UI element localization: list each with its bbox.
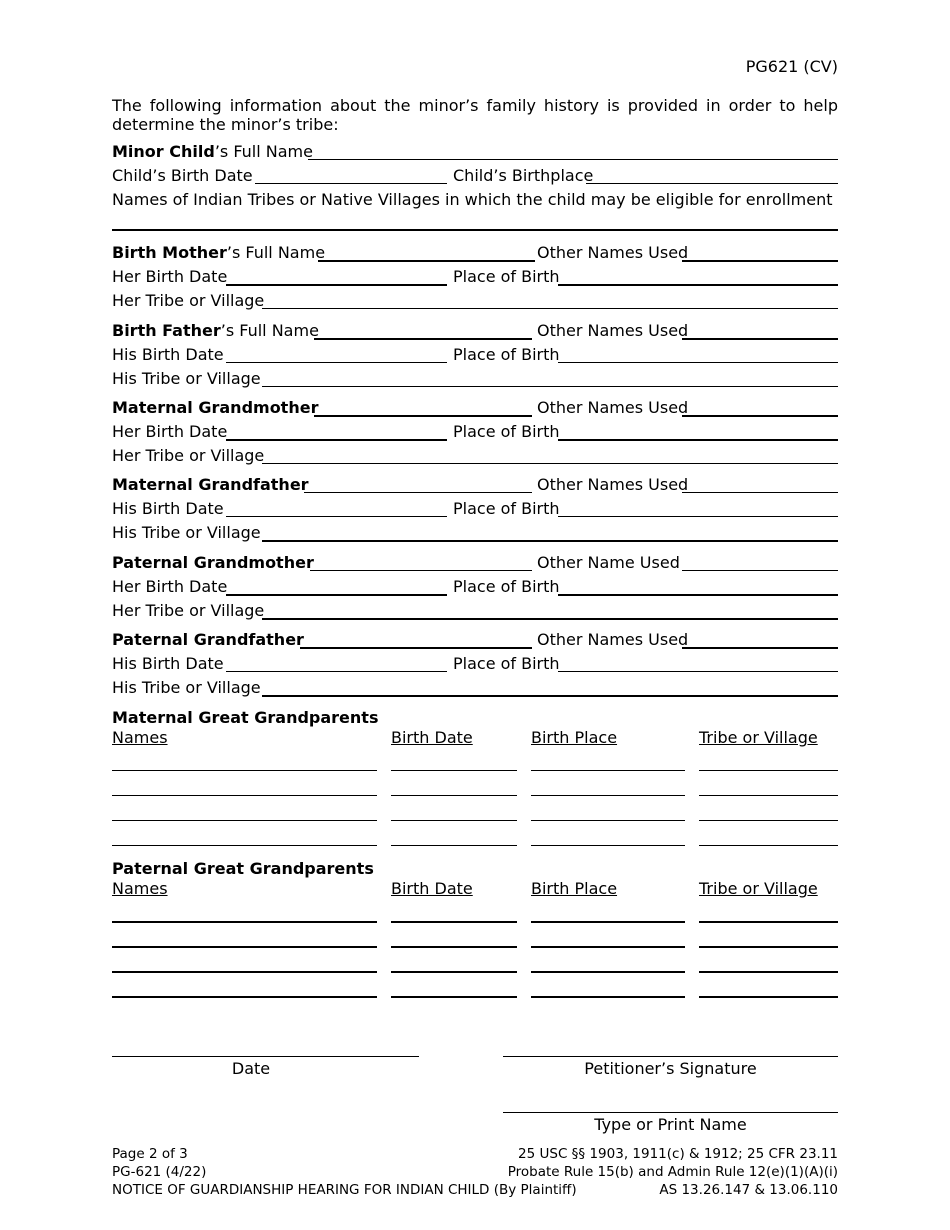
maternal-great-grandparents-row-3-names-field[interactable]	[112, 820, 377, 821]
relative-3-tribe-field[interactable]	[262, 540, 838, 542]
relative-3-other-names-label: Other Names Used	[537, 475, 689, 494]
relative-1-place-of-birth-label: Place of Birth	[453, 345, 560, 364]
paternal-great-grandparents-row-4-names-field[interactable]	[112, 996, 377, 998]
relative-0-place-of-birth-label: Place of Birth	[453, 267, 560, 286]
relative-5-birth-date-label: His Birth Date	[112, 654, 224, 673]
paternal-great-grandparents-row-1-tribe-field[interactable]	[699, 921, 838, 923]
relative-1-name-rest: ’s Full Name	[220, 321, 319, 340]
relative-5-tribe-label: His Tribe or Village	[112, 678, 261, 697]
relative-1-name-label	[112, 321, 319, 341]
footer-citation-2: Probate Rule 15(b) and Admin Rule 12(e)(1)(A)(i)	[507, 1164, 838, 1180]
relative-3-place-of-birth-field[interactable]	[558, 516, 838, 517]
paternal-great-grandparents-row-3-birth-place-field[interactable]	[531, 971, 685, 973]
footer-form-number: PG-621 (4/22)	[112, 1164, 207, 1180]
relative-2-other-names-label: Other Names Used	[537, 398, 689, 417]
maternal-great-grandparents-col-names: Names	[112, 728, 168, 747]
maternal-great-grandparents-row-4-tribe-field[interactable]	[699, 845, 838, 846]
maternal-great-grandparents-row-1-tribe-field[interactable]	[699, 770, 838, 771]
maternal-great-grandparents-row-3-birth-date-field[interactable]	[391, 820, 517, 821]
relative-5-other-names-label: Other Names Used	[537, 630, 689, 649]
relative-2-name-bold: Maternal Grandmother	[112, 398, 319, 417]
footer-form-title: NOTICE OF GUARDIANSHIP HEARING FOR INDIAN CHILD (By Plaintiff)	[112, 1182, 577, 1198]
minor-name-label: Minor Child’s Full Name	[112, 142, 313, 161]
relative-3-place-of-birth-label: Place of Birth	[453, 499, 560, 518]
petitioner-signature-label: Petitioner’s Signature	[584, 1059, 757, 1078]
relative-5-other-names-field[interactable]	[682, 647, 838, 649]
minor-birth-date-field[interactable]	[255, 183, 447, 184]
minor-birthplace-field[interactable]	[586, 183, 838, 184]
maternal-great-grandparents-row-1-birth-place-field[interactable]	[531, 770, 685, 771]
paternal-great-grandparents-row-1-names-field[interactable]	[112, 921, 377, 923]
relative-1-birth-date-field[interactable]	[226, 362, 447, 363]
footer-citation-1: 25 USC §§ 1903, 1911(c) & 1912; 25 CFR 23.11	[518, 1146, 838, 1162]
relative-3-name-label	[112, 475, 309, 495]
relative-4-name-field[interactable]	[310, 570, 532, 571]
relative-1-birth-date-label: His Birth Date	[112, 345, 224, 364]
date-field[interactable]	[112, 1056, 419, 1057]
maternal-great-grandparents-row-2-birth-date-field[interactable]	[391, 795, 517, 796]
relative-4-place-of-birth-label: Place of Birth	[453, 577, 560, 596]
paternal-great-grandparents-row-3-birth-date-field[interactable]	[391, 971, 517, 973]
relative-0-name-rest: ’s Full Name	[226, 243, 326, 262]
relative-5-place-of-birth-field[interactable]	[558, 671, 838, 672]
relative-2-name-field[interactable]	[314, 415, 532, 417]
relative-5-name-label	[112, 630, 304, 650]
relative-0-birth-date-label: Her Birth Date	[112, 267, 228, 286]
relative-0-tribe-field[interactable]	[262, 308, 838, 309]
paternal-great-grandparents-row-1-birth-place-field[interactable]	[531, 921, 685, 923]
minor-birthplace-label: Child’s Birthplace	[453, 166, 594, 185]
relative-5-tribe-field[interactable]	[262, 695, 838, 697]
maternal-great-grandparents-title: Maternal Great Grandparents	[112, 708, 379, 727]
paternal-great-grandparents-title: Paternal Great Grandparents	[112, 859, 374, 878]
maternal-great-grandparents-row-2-birth-place-field[interactable]	[531, 795, 685, 796]
paternal-great-grandparents-row-1-birth-date-field[interactable]	[391, 921, 517, 923]
relative-1-other-names-label: Other Names Used	[537, 321, 689, 340]
intro-text: The following information about the minor’s family history is provided in order to help determine the minor’s tribe:	[112, 96, 838, 134]
relative-3-other-names-field[interactable]	[682, 492, 838, 493]
relative-0-place-of-birth-field[interactable]	[558, 284, 838, 286]
relative-4-other-names-label: Other Name Used	[537, 553, 680, 572]
relative-1-other-names-field[interactable]	[682, 338, 838, 340]
maternal-great-grandparents-row-1-names-field[interactable]	[112, 770, 377, 771]
relative-1-name-field[interactable]	[314, 338, 532, 340]
relative-0-name-label	[112, 243, 325, 263]
relative-5-name-bold: Paternal Grandfather	[112, 630, 304, 649]
maternal-great-grandparents-row-2-tribe-field[interactable]	[699, 795, 838, 796]
paternal-great-grandparents-row-4-birth-place-field[interactable]	[531, 996, 685, 998]
relative-3-birth-date-field[interactable]	[226, 516, 447, 517]
print-name-label: Type or Print Name	[594, 1115, 747, 1134]
relative-5-birth-date-field[interactable]	[226, 671, 447, 672]
paternal-great-grandparents-col-birth-date: Birth Date	[391, 879, 473, 898]
relative-0-tribe-label: Her Tribe or Village	[112, 291, 265, 310]
relative-4-other-names-field[interactable]	[682, 570, 838, 571]
relative-3-name-bold: Maternal Grandfather	[112, 475, 309, 494]
minor-name-field[interactable]	[308, 159, 838, 160]
paternal-great-grandparents-col-tribe: Tribe or Village	[699, 879, 818, 898]
footer-citation-3: AS 13.26.147 & 13.06.110	[659, 1182, 838, 1198]
relative-3-tribe-label: His Tribe or Village	[112, 523, 261, 542]
maternal-great-grandparents-row-4-names-field[interactable]	[112, 845, 377, 846]
maternal-great-grandparents-row-2-names-field[interactable]	[112, 795, 377, 796]
petitioner-signature-field[interactable]	[503, 1056, 838, 1057]
relative-4-place-of-birth-field[interactable]	[558, 594, 838, 596]
maternal-great-grandparents-row-1-birth-date-field[interactable]	[391, 770, 517, 771]
relative-0-name-bold: Birth Mother	[112, 243, 227, 262]
form-code: PG621 (CV)	[745, 57, 838, 76]
relative-1-tribe-field[interactable]	[262, 386, 838, 387]
maternal-great-grandparents-row-4-birth-date-field[interactable]	[391, 845, 517, 846]
relative-2-place-of-birth-field[interactable]	[558, 439, 838, 441]
relative-2-tribe-field[interactable]	[262, 463, 838, 464]
relative-4-name-label	[112, 553, 314, 573]
paternal-great-grandparents-col-birth-place: Birth Place	[531, 879, 618, 898]
paternal-great-grandparents-row-2-tribe-field[interactable]	[699, 946, 838, 948]
maternal-great-grandparents-col-birth-date: Birth Date	[391, 728, 473, 747]
relative-0-name-field[interactable]	[318, 260, 535, 262]
maternal-great-grandparents-col-tribe: Tribe or Village	[699, 728, 818, 747]
relative-2-tribe-label: Her Tribe or Village	[112, 446, 265, 465]
paternal-great-grandparents-row-4-birth-date-field[interactable]	[391, 996, 517, 998]
relative-0-birth-date-field[interactable]	[226, 284, 447, 286]
print-name-field[interactable]	[503, 1112, 838, 1113]
relative-2-birth-date-field[interactable]	[226, 439, 447, 441]
relative-1-name-bold: Birth Father	[112, 321, 221, 340]
maternal-great-grandparents-col-birth-place: Birth Place	[531, 728, 618, 747]
relative-4-birth-date-field[interactable]	[226, 594, 447, 596]
relative-0-other-names-label: Other Names Used	[537, 243, 689, 262]
relative-5-place-of-birth-label: Place of Birth	[453, 654, 560, 673]
paternal-great-grandparents-row-3-tribe-field[interactable]	[699, 971, 838, 973]
relative-4-name-bold: Paternal Grandmother	[112, 553, 314, 572]
relative-2-name-label	[112, 398, 318, 418]
maternal-great-grandparents-row-4-birth-place-field[interactable]	[531, 845, 685, 846]
relative-2-birth-date-label: Her Birth Date	[112, 422, 228, 441]
relative-1-place-of-birth-field[interactable]	[558, 362, 838, 363]
footer-page: Page 2 of 3	[112, 1146, 188, 1162]
footer-right	[508, 1145, 838, 1199]
relative-0-other-names-field[interactable]	[682, 260, 838, 262]
relative-2-place-of-birth-label: Place of Birth	[453, 422, 560, 441]
maternal-great-grandparents-row-3-tribe-field[interactable]	[699, 820, 838, 821]
relative-1-tribe-label: His Tribe or Village	[112, 369, 261, 388]
paternal-great-grandparents-row-4-tribe-field[interactable]	[699, 996, 838, 998]
relative-4-birth-date-label: Her Birth Date	[112, 577, 228, 596]
minor-tribes-field[interactable]	[112, 229, 838, 231]
relative-2-other-names-field[interactable]	[682, 415, 838, 417]
maternal-great-grandparents-row-3-birth-place-field[interactable]	[531, 820, 685, 821]
relative-4-tribe-field[interactable]	[262, 618, 838, 620]
paternal-great-grandparents-col-names: Names	[112, 879, 168, 898]
relative-5-name-field[interactable]	[300, 647, 532, 649]
relative-4-tribe-label: Her Tribe or Village	[112, 601, 265, 620]
relative-3-name-field[interactable]	[304, 492, 532, 493]
date-label: Date	[231, 1059, 271, 1078]
minor-birth-date-label: Child’s Birth Date	[112, 166, 253, 185]
relative-3-birth-date-label: His Birth Date	[112, 499, 224, 518]
paternal-great-grandparents-row-2-birth-date-field[interactable]	[391, 946, 517, 948]
paternal-great-grandparents-row-2-names-field[interactable]	[112, 946, 377, 948]
minor-tribes-label: Names of Indian Tribes or Native Villages in which the child may be eligible for enrollment	[112, 190, 833, 209]
paternal-great-grandparents-row-3-names-field[interactable]	[112, 971, 377, 973]
paternal-great-grandparents-row-2-birth-place-field[interactable]	[531, 946, 685, 948]
